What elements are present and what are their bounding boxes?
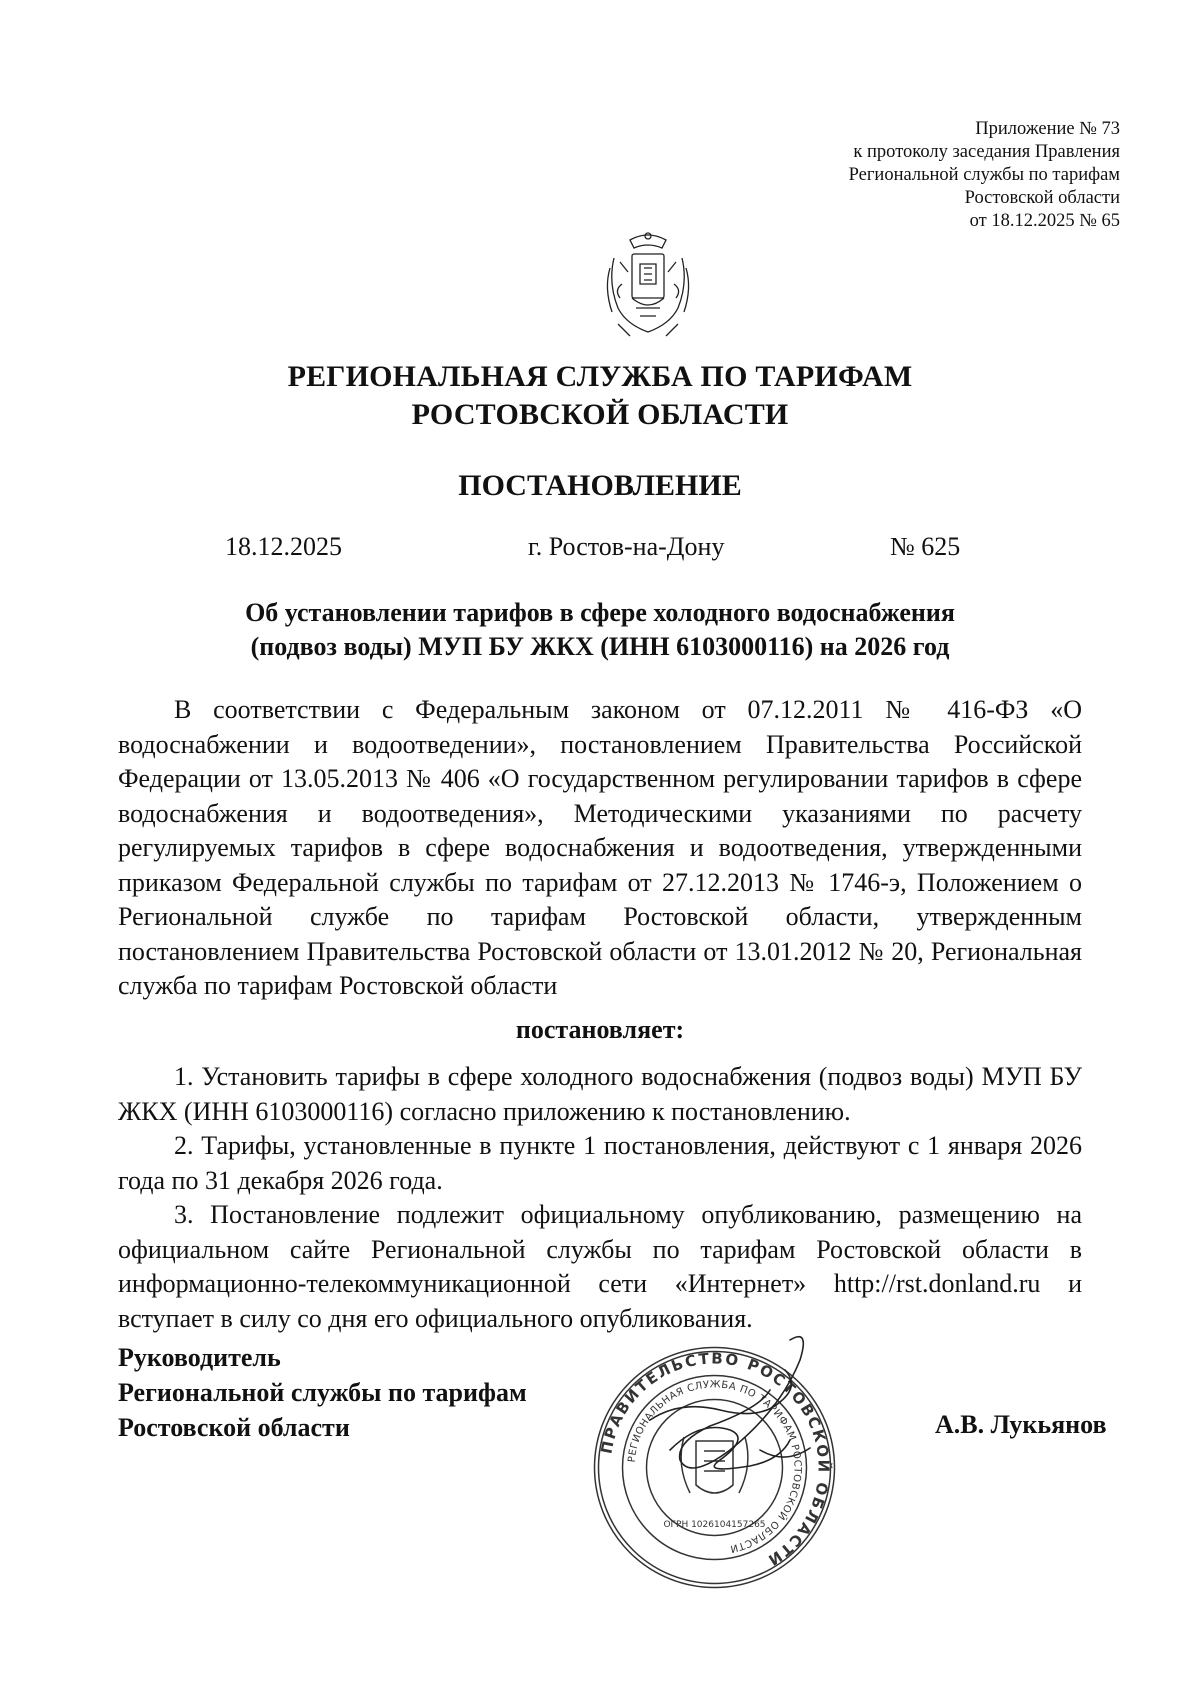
signatory-title [118, 1340, 527, 1445]
appendix-line: Региональной службы по тарифам [848, 165, 1120, 185]
appendix-note [700, 118, 1120, 233]
resolution-item: 1. Установить тарифы в сфере холодного водоснабжения (подвоз воды) МУП БУ ЖКХ (ИНН 6103000116) согласно приложению к постановлению. [118, 1062, 1082, 1126]
signatory-title-line: Региональной службы по тарифам [118, 1378, 527, 1407]
signatory-name: А.В. Лукьянов [935, 1410, 1107, 1439]
coat-of-arms-icon [600, 228, 696, 340]
resolution-item: 2. Тарифы, установленные в пункте 1 постановления, действуют с 1 января 2026 года по 31 декабря 2026 года. [118, 1131, 1082, 1195]
subject-line2: (подвоз воды) МУП БУ ЖКХ (ИНН 6103000116) на 2026 год [250, 632, 950, 661]
resolves-heading: постановляет: [515, 1015, 685, 1044]
appendix-line: Приложение № 73 [975, 119, 1120, 139]
document-date: 18.12.2025 [225, 532, 342, 561]
appendix-line: к протоколу заседания Правления [853, 142, 1120, 162]
resolution-items [118, 1060, 1082, 1336]
subject-line1: Об установлении тарифов в сфере холодного водоснабжения [245, 598, 955, 627]
seal-ogrn: ОГРН 1026104157265 [663, 1520, 766, 1530]
appendix-line: Ростовской области [964, 188, 1120, 208]
document-city: г. Ростов-на-Дону [528, 532, 725, 561]
document-subject [0, 596, 1200, 664]
handwritten-signature [610, 1330, 870, 1530]
signatory-title-line: Ростовской области [118, 1413, 350, 1442]
agency-name [0, 358, 1200, 434]
preamble-paragraph: В соответствии с Федеральным законом от 07.12.2011 № 416-ФЗ «О водоснабжении и водоотведении», постановлением Правительства Российской Федерации от 13.05.2013 № 406 «О государственном регулировании тарифов в сфере водоснабжения и водоотведения», Методическими указаниями по расчету регулируемых тарифов в сфере водоснабжения и водоотведения, утвержденными приказом Федеральной службы по тарифам от 27.12.2013 № 1746-э, Положением о Региональной службе по тарифам Ростовской области, утвержденным постановлением Правительства Ростовской области от 13.01.2012 № 20, Региональная служба по тарифам Ростовской области [118, 695, 1082, 1000]
seal-outer-text: ПРАВИТЕЛЬСТВО РОСТОВСКОЙ ОБЛАСТИ [597, 1349, 833, 1571]
agency-name-line2: РОСТОВСКОЙ ОБЛАСТИ [411, 398, 789, 431]
seal-inner-text: РЕГИОНАЛЬНАЯ СЛУЖБА ПО ТАРИФАМ РОСТОВСКОЙ ОБЛАСТИ [626, 1379, 803, 1554]
document-type: ПОСТАНОВЛЕНИЕ [458, 469, 742, 502]
agency-name-line1: РЕГИОНАЛЬНАЯ СЛУЖБА ПО ТАРИФАМ [287, 360, 913, 393]
document-number: № 625 [890, 532, 961, 561]
appendix-line: от 18.12.2025 № 65 [969, 211, 1120, 231]
resolution-item: 3. Постановление подлежит официальному опубликованию, размещению на официальном сайте Региональной службы по тарифам Ростовской области в информационно-телекоммуникационной сети «Интернет» http://rst.donland.ru и вступает в силу со дня его официального опубликования. [118, 1200, 1082, 1333]
signatory-title-line: Руководитель [118, 1343, 281, 1372]
